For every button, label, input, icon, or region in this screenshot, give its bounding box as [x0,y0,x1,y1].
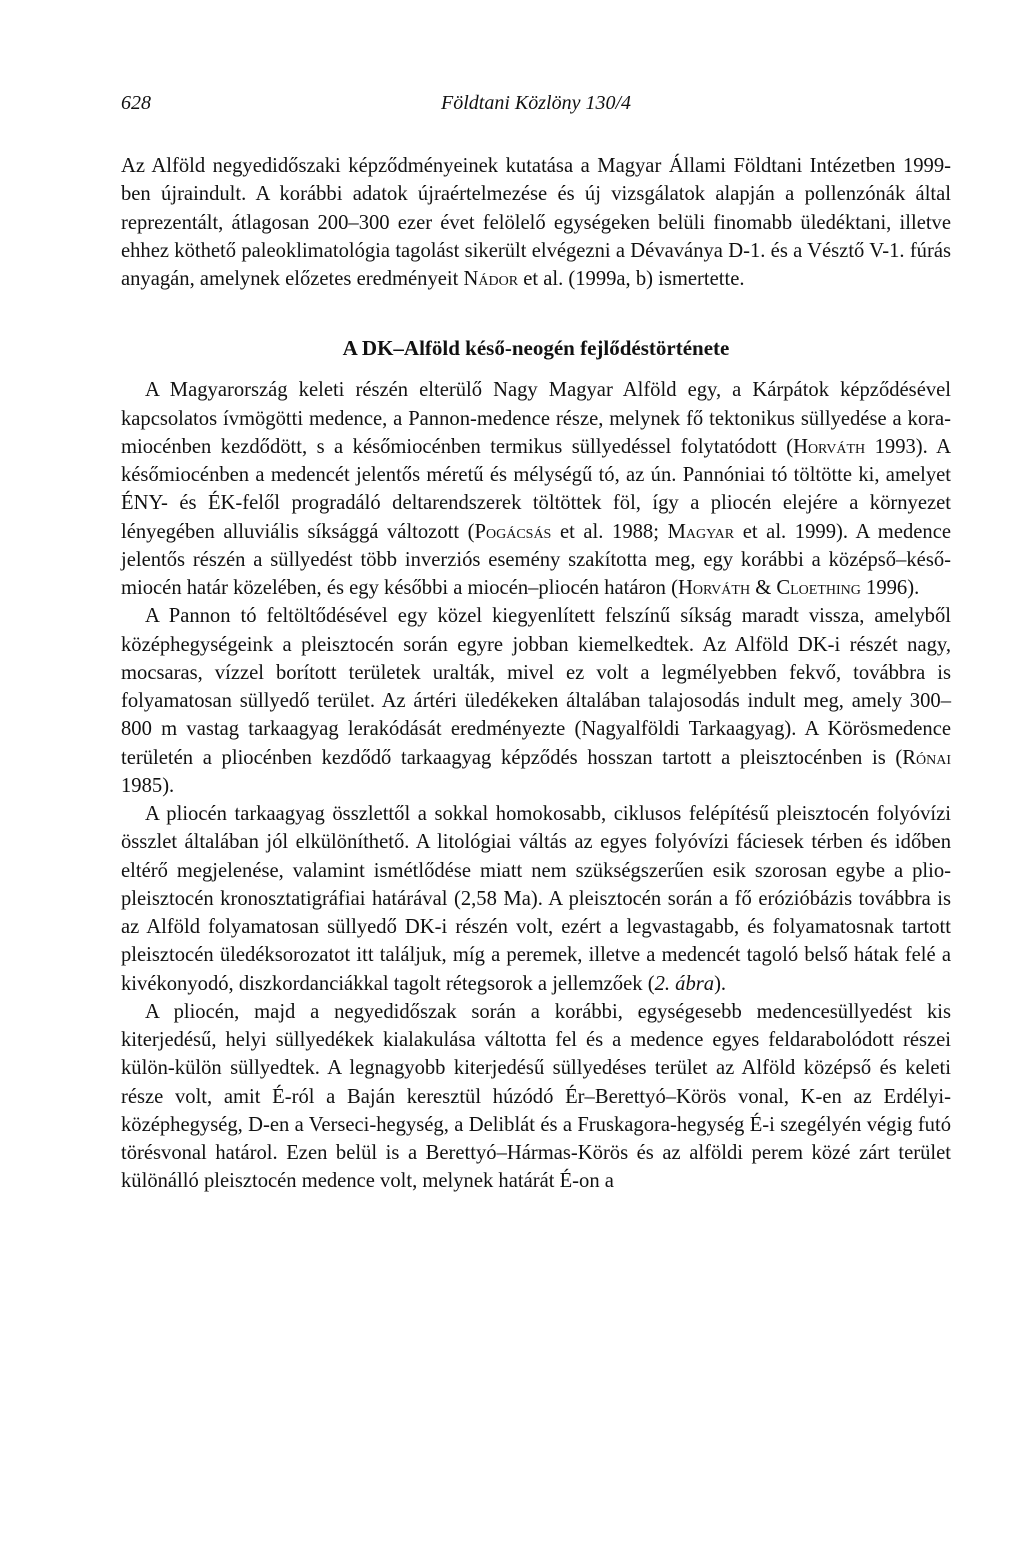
text-run: et al. 1988; [551,520,668,543]
text-run: Az Alföld negyedidőszaki képződményeinek kutatása a Magyar Állami Földtani Intézetben 1999-ben újraindult. A korábbi adatok újraértelmezése és új vizsgálatok alapján a pollenzónák által reprezentált, átlagosan 200–300 ezer évet felölelő egységeken belüli finomabb üledéktani, illetve ehhez köthető paleoklimatológia tagolást sikerült elvégezni a Dévaványa D-1. és a Vésztő V-1. fúrás anyagán, amelynek előzetes eredményeit [121,155,951,290]
text-run: & [750,577,777,599]
author-name: Rónai [902,746,951,769]
text-run: ). [714,972,727,995]
author-name: Magyar [667,520,735,543]
text-run: 1985). [121,774,175,797]
journal-title: Földtani Közlöny 130/4 [441,92,631,114]
text-run: et al. 1999). A medence jelentős részén a süllyedést több inverziós esemény szakította meg, egy korábbi a középső–késő-miocén határ közelében, és egy későbbi a miocén–pliocén határon ( [121,520,951,599]
section-paragraphs [121,376,951,1195]
text-run: A pliocén, majd a negyedidőszak során a korábbi, egységesebb medencesüllyedést kis kiterjedésű, helyi süllyedékek kialakulása váltotta fel és a medence egyes feldarabolódott részei külön-külön süllyedtek. A legnagyobb kiterjedésű süllyedéses terület az Alföld középső és keleti része volt, amit É-ról a Baján keresztül húzódó Ér–Berettyó–Körös vonal, K-en az Erdélyi-középhegység, D-en a Verseci-hegység, a Deliblát és a Fruskagora-hegység É-i szegélyén végig futó törésvonal határol. Ezen belül is a Berettyó–Hármas-Körös és az alföldi perem közé zárt terület különálló pleisztocén medence volt, melynek határát É-on a [121,1000,951,1193]
body-paragraph [121,602,951,800]
text-run: A pliocén tarkaagyag összlettől a sokkal homokosabb, ciklusos felépítésű pleisztocén folyóvízi összlet általában jól elkülöníthető. A litológiai váltás az egyes folyóvízi fáciesek térben és időben eltérő megjelenése, valamint ismétlődése miatt nem szükségszerűen esik szorosan egybe a plio-pleisztocén kronosztatigráfiai határával (2,58 Ma). A pleisztocén során a fő erózióbázis továbbra is az Alföld folyamatosan süllyedő DK-i részén volt, ezért a legvastagabb, és folyamatosnak tartott pleisztocén üledéksorozatot itt találjuk, míg a peremek, illetve a medencét tagoló belső hátak felé a kivékonyodó, diszkordanciákkal tagolt rétegsorok a jellemzőek ( [121,803,951,995]
article-body [121,152,951,1196]
section-heading: A DK–Alföld késő-neogén fejlődéstörténete [342,336,730,361]
author-name: Horváth [793,435,866,458]
figure-reference: 2. ábra [654,972,715,995]
text-run: et al. (1999a, b) ismertette. [518,268,745,290]
body-paragraph [121,376,951,602]
author-name: Cloething [776,577,861,599]
text-run: 1993). A későmiocénben a medencét jelentős méretű és mélységű tó, az ún. Pannóniai tó töltötte ki, amelyet ÉNY- és ÉK-felől progradáló deltarendszerek töltöttek föl, így a pliocén elejére a környezet lényegében alluviális síksággá változott ( [121,435,951,543]
body-paragraph [121,800,951,998]
author-name: Horváth [677,577,751,599]
author-name: Pogácsás [474,520,552,543]
intro-paragraph [121,152,951,293]
body-paragraph [121,998,951,1196]
page-number: 628 [121,92,151,114]
text-run: A Magyarország keleti részén elterülő Nagy Magyar Alföld egy, a Kárpátok képződésével kapcsolatos ívmögötti medence, a Pannon-medence része, melynek fő tektonikus süllyedése a kora-miocénben kezdődött, s a későmiocénben termikus süllyedéssel folytatódott ( [121,379,951,458]
author-name: Nádor [463,268,519,290]
text-run: 1996). [860,577,920,599]
text-run: A Pannon tó feltöltődésével egy közel kiegyenlített felszínű síkság maradt vissza, amelyből középhegységeink a pleisztocén során egyre jobban kiemelkedtek. Az Alföld DK-i részét nagy, mocsaras, vízzel borított területek uralták, mivel ez volt a legmélyebben fekvő, továbbra is folyamatosan süllyedő terület. Az ártéri üledékeken általában talajosodás indult meg, amely 300–800 m vastag tarkaagyag lerakódását eredményezte (Nagyalföldi Tarkaagyag). A Körösmedence területén a pliocénben kezdődő tarkaagyag képződés hosszan tartott a pleisztocénben is ( [121,605,951,769]
running-head [121,92,951,120]
